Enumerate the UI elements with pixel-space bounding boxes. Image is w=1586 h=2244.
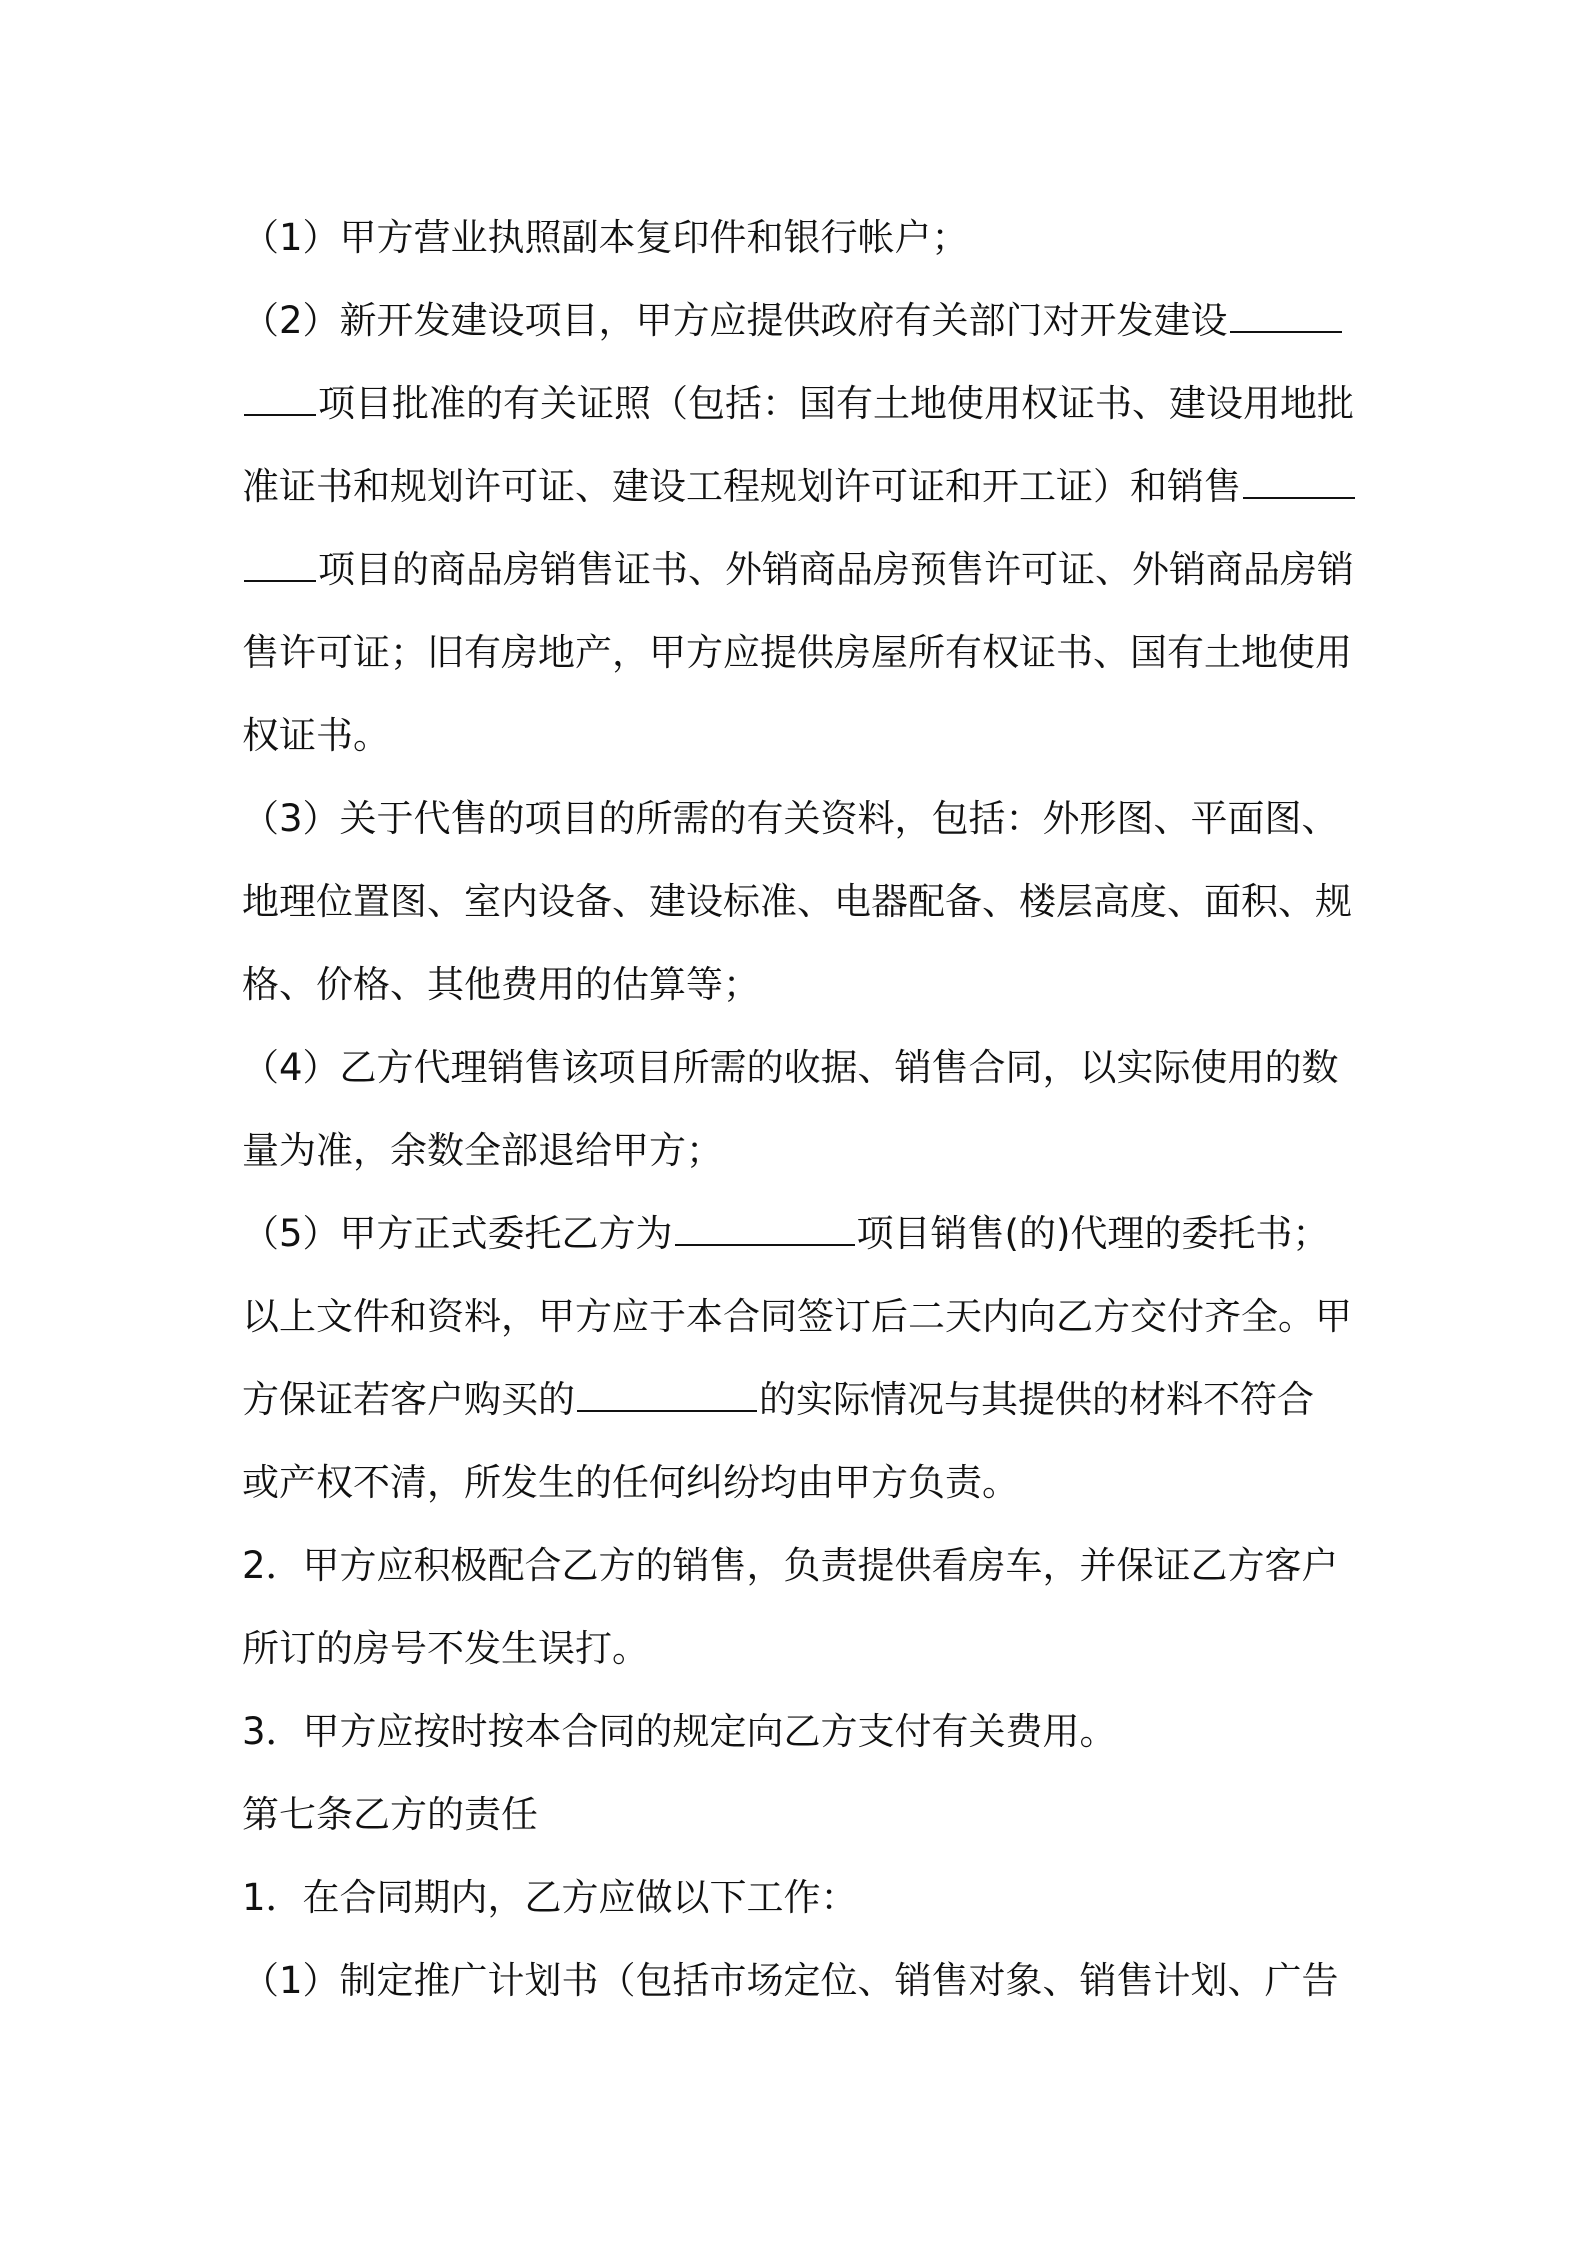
line-text: （2）新开发建设项目，甲方应提供政府有关部门对开发建设	[242, 299, 1228, 342]
text-line-10	[242, 943, 1354, 1026]
line-text: 售许可证；旧有房地产，甲方应提供房屋所有权证书、国有土地使用	[242, 631, 1352, 674]
text-line-3	[242, 362, 1354, 445]
fill-in-blank[interactable]	[244, 380, 316, 416]
line-text: （5）甲方正式委托乙方为	[242, 1212, 673, 1255]
text-line-12	[242, 1109, 1354, 1192]
line-text: 权证书。	[242, 714, 390, 757]
text-line-14	[242, 1275, 1354, 1358]
line-text: （3）关于代售的项目的所需的有关资料，包括：外形图、平面图、	[242, 797, 1339, 840]
text-line-2	[242, 279, 1354, 362]
line-text: 项目销售(的)代理的委托书；	[856, 1212, 1330, 1255]
line-text: 方保证若客户购买的	[242, 1378, 575, 1421]
document-body	[242, 196, 1354, 2022]
line-text: 项目的商品房销售证书、外销商品房预售许可证、外销商品房销	[318, 548, 1354, 591]
text-line-13	[242, 1192, 1354, 1275]
line-text: 项目批准的有关证照（包括：国有土地使用权证书、建设用地批	[318, 382, 1354, 425]
text-line-15	[242, 1358, 1354, 1441]
line-text: 准证书和规划许可证、建设工程规划许可证和开工证）和销售	[242, 465, 1241, 508]
text-line-9	[242, 860, 1354, 943]
line-text: （1）制定推广计划书（包括市场定位、销售对象、销售计划、广告	[242, 1959, 1339, 2002]
text-line-8	[242, 777, 1354, 860]
line-text: 所订的房号不发生误打。	[242, 1627, 649, 1670]
line-text: 2．甲方应积极配合乙方的销售，负责提供看房车，并保证乙方客户	[242, 1544, 1339, 1587]
line-text: 格、价格、其他费用的估算等；	[242, 963, 760, 1006]
text-line-5	[242, 528, 1354, 611]
fill-in-blank[interactable]	[675, 1210, 855, 1246]
fill-in-blank[interactable]	[244, 546, 316, 582]
line-text: 第七条乙方的责任	[242, 1793, 538, 1836]
text-line-22	[242, 1939, 1354, 2022]
text-line-11	[242, 1026, 1354, 1109]
fill-in-blank[interactable]	[1230, 297, 1342, 333]
text-line-19	[242, 1690, 1354, 1773]
line-text: （1）甲方营业执照副本复印件和银行帐户；	[242, 216, 969, 259]
section-heading	[242, 1773, 1354, 1856]
fill-in-blank[interactable]	[1243, 463, 1355, 499]
text-line-17	[242, 1524, 1354, 1607]
line-text: 地理位置图、室内设备、建设标准、电器配备、楼层高度、面积、规	[242, 880, 1352, 923]
line-text: 以上文件和资料，甲方应于本合同签订后二天内向乙方交付齐全。甲	[242, 1295, 1352, 1338]
text-line-1	[242, 196, 1354, 279]
text-line-4	[242, 445, 1354, 528]
text-line-16	[242, 1441, 1354, 1524]
text-line-18	[242, 1607, 1354, 1690]
line-text: 或产权不清，所发生的任何纠纷均由甲方负责。	[242, 1461, 1019, 1504]
line-text: 1．在合同期内，乙方应做以下工作：	[242, 1876, 858, 1919]
line-text: （4）乙方代理销售该项目所需的收据、销售合同，以实际使用的数	[242, 1046, 1339, 1089]
text-line-21	[242, 1856, 1354, 1939]
line-text: 3．甲方应按时按本合同的规定向乙方支付有关费用。	[242, 1710, 1117, 1753]
text-line-6	[242, 611, 1354, 694]
fill-in-blank[interactable]	[577, 1376, 757, 1412]
line-text: 量为准，余数全部退给甲方；	[242, 1129, 723, 1172]
text-line-7	[242, 694, 1354, 777]
line-text: 的实际情况与其提供的材料不符合	[759, 1378, 1314, 1421]
